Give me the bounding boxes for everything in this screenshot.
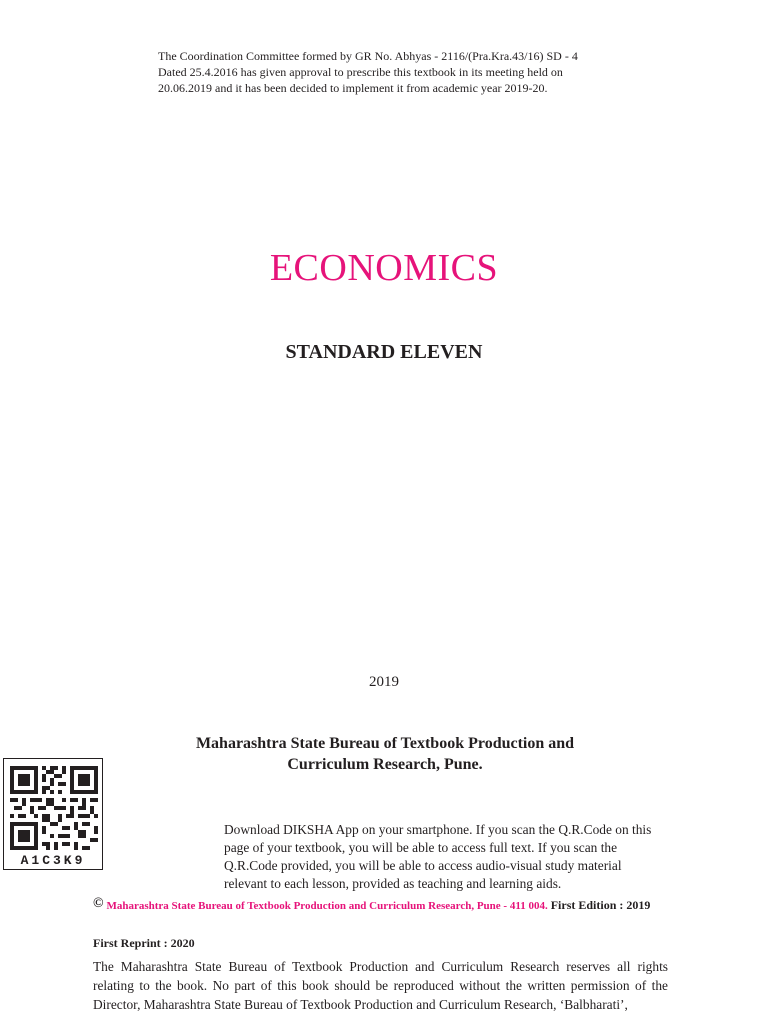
- publisher-name-line-1: Maharashtra State Bureau of Textbook Production and: [195, 735, 575, 752]
- qr-code-box[interactable]: [3, 758, 103, 870]
- diksha-instructions: Download DIKSHA App on your smartphone. If you scan the Q.R.Code on this page of your textbook, you will be able to access full text. If you scan the Q.R.Code provided, you will be able to access audio-visual study material relevant to each lesson, provided as teaching and learning aids.: [224, 822, 652, 891]
- rights-reserved-text: The Maharashtra State Bureau of Textbook Production and Curriculum Research reserves all rights relating to the book. No part of this book should be reproduced without the written permission of the Director, Maharashtra State Bureau of Textbook Production and Curriculum Research, ‘Balbharati’,: [93, 959, 668, 1012]
- first-edition: First Edition : 2019: [547, 898, 651, 912]
- publisher-name-line-2: Curriculum Research, Pune.: [287, 756, 483, 773]
- coordination-note-line-2: Dated 25.4.2016 has given approval to prescribe this textbook in its meeting held on: [158, 65, 563, 79]
- book-standard: STANDARD ELEVEN: [285, 341, 483, 363]
- copyright-holder: Maharashtra State Bureau of Textbook Production and Curriculum Research, Pune - 411 004.: [106, 900, 548, 912]
- copyright-notice: [93, 896, 663, 914]
- publisher-name: [150, 733, 620, 775]
- qr-code-label: A1C3K9: [20, 853, 86, 868]
- coordination-committee-note: [158, 48, 612, 96]
- coordination-note-line-3: 20.06.2019 and it has been decided to implement it from academic year 2019-20.: [158, 81, 548, 95]
- copyright-symbol: ©: [93, 896, 104, 911]
- book-title: ECONOMICS: [269, 247, 499, 289]
- coordination-note-line-1: The Coordination Committee formed by GR No. Abhyas - 2116/(Pra.Kra.43/16) SD - 4: [158, 49, 578, 63]
- first-reprint: First Reprint : 2020: [93, 936, 195, 950]
- publication-year: 2019: [369, 674, 399, 690]
- qr-code-icon: [10, 765, 98, 851]
